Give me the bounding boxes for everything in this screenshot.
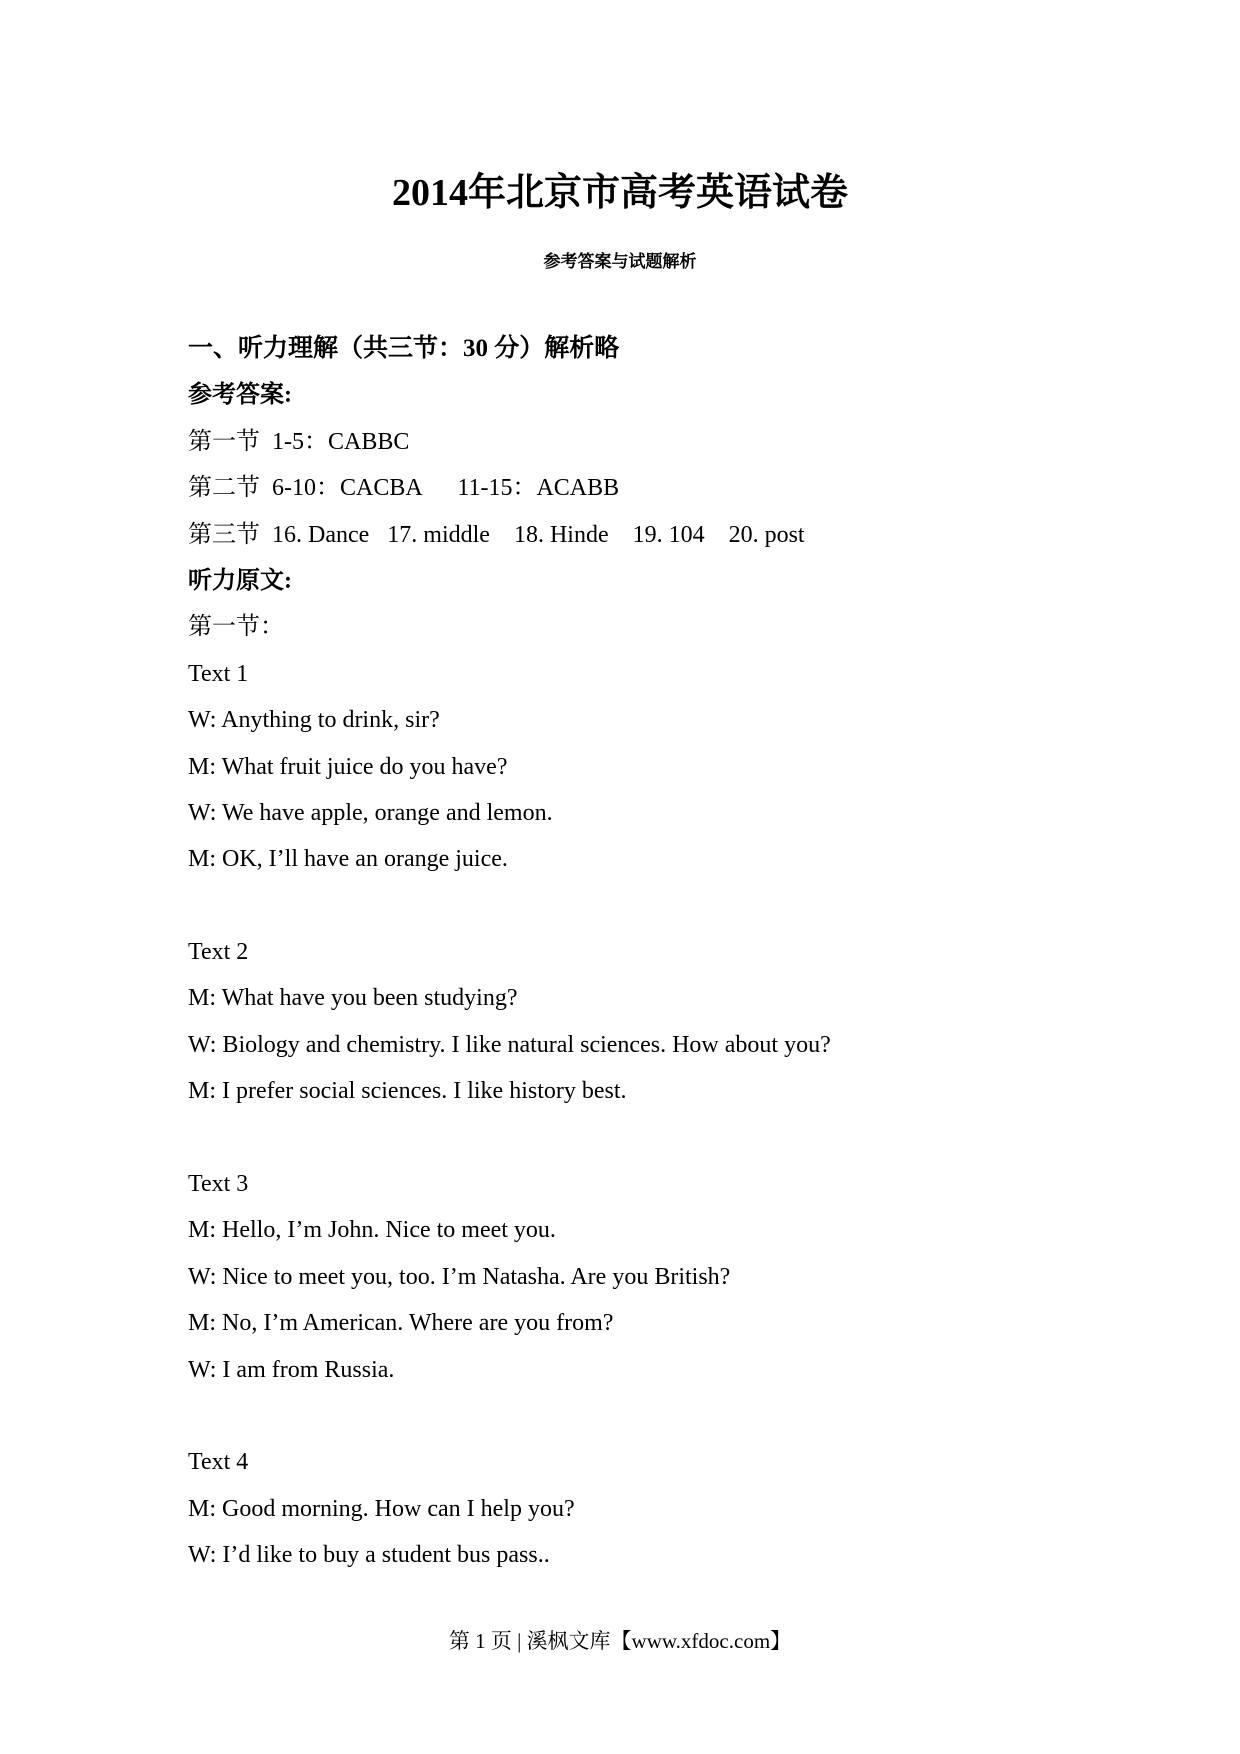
dialogue-line: M: What have you been studying? [188, 985, 518, 1012]
paragraph-spacer [188, 883, 1088, 929]
dialogue-line: M: OK, I’ll have an orange juice. [188, 846, 508, 873]
dialogue-line: W: I am from Russia. [188, 1356, 395, 1383]
answer-row-part1: 第一节 1-5：CABBC [188, 428, 410, 455]
page-footer: 第 1 页 | 溪枫文库【www.xfdoc.com】 [448, 1629, 792, 1653]
text-label: Text 3 [188, 1171, 249, 1198]
section-heading: 一、听力理解（共三节：30 分）解析略 [188, 335, 620, 362]
paragraph-spacer [188, 1115, 1088, 1161]
dialogue-line: M: Hello, I’m John. Nice to meet you. [188, 1217, 556, 1244]
text-label: Text 1 [188, 660, 249, 687]
answers-label: 参考答案: [188, 382, 292, 409]
dialogue-line: M: Good morning. How can I help you? [188, 1495, 575, 1522]
document-body [188, 326, 1088, 1579]
dialogue-line: W: We have apple, orange and lemon. [188, 799, 553, 826]
answer-row-part2: 第二节 6-10：CACBA 11-15：ACABB [188, 475, 620, 502]
answer-row-part3: 第三节 16. Dance 17. middle 18. Hinde 19. 104 20. post [188, 521, 805, 548]
text-label: Text 4 [188, 1449, 249, 1476]
paragraph-spacer [188, 1393, 1088, 1439]
dialogue-line: M: No, I’m American. Where are you from? [188, 1310, 614, 1337]
text-label: Text 2 [188, 939, 249, 966]
page-title: 2014年北京市高考英语试卷 [391, 172, 848, 214]
dialogue-line: W: Biology and chemistry. I like natural sciences. How about you? [188, 1031, 831, 1058]
dialogue-line: M: I prefer social sciences. I like history best. [188, 1078, 627, 1105]
page-subtitle: 参考答案与试题解析 [543, 252, 697, 271]
dialogue-line: W: Anything to drink, sir? [188, 707, 440, 734]
transcript-label: 听力原文: [188, 567, 292, 594]
dialogue-line: W: Nice to meet you, too. I’m Natasha. Are you British? [188, 1263, 731, 1290]
dialogue-line: M: What fruit juice do you have? [188, 753, 508, 780]
dialogue-line: W: I’d like to buy a student bus pass.. [188, 1542, 550, 1569]
part-label: 第一节： [188, 614, 284, 641]
